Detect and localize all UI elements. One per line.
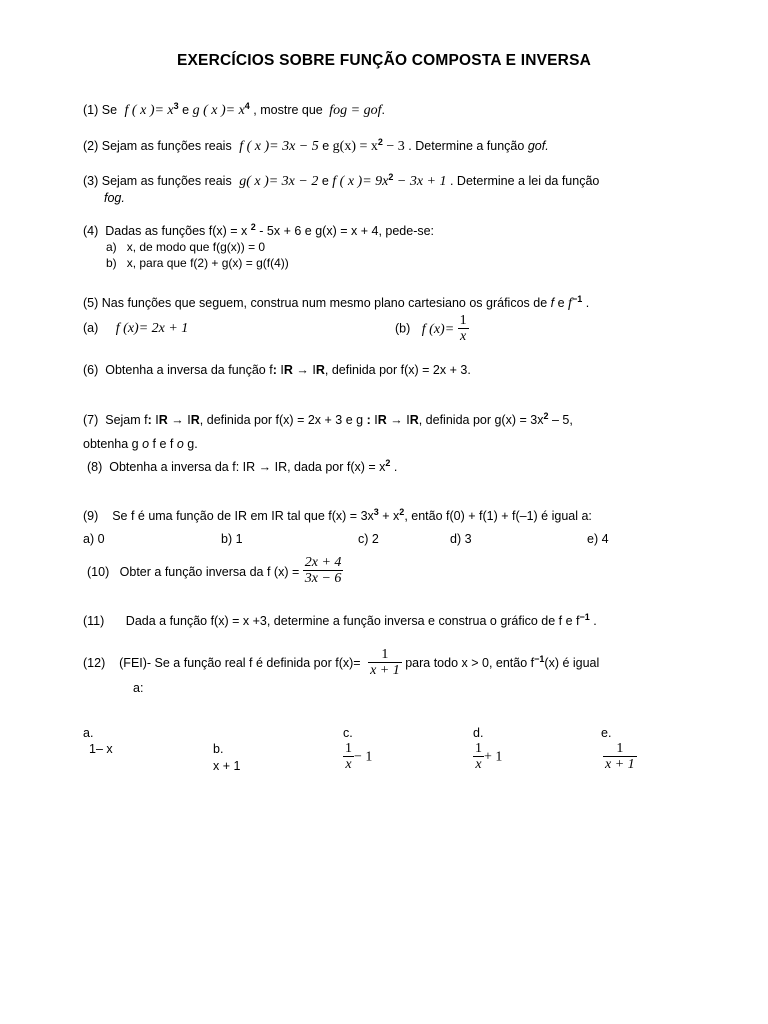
q7-f: f xyxy=(144,413,148,427)
q12-option-b-value: x + 1 xyxy=(213,759,241,773)
q9-number: (9) xyxy=(83,509,99,523)
q8-number: (8) xyxy=(87,460,103,474)
q5-a-expr: f (x)= 2x + 1 xyxy=(115,321,189,336)
q12-e-fraction xyxy=(603,741,637,773)
q5-text: Nas funções que seguem, construa num mesmo plano cartesiano os gráficos de xyxy=(101,296,548,310)
q1-end: . xyxy=(381,103,385,117)
q7-R1: R xyxy=(158,413,168,427)
q1-and: e xyxy=(182,103,190,117)
q9-text-2: + x xyxy=(378,509,400,523)
q4-exp: 2 xyxy=(250,221,256,232)
q6-I2: I xyxy=(312,363,316,377)
q5-a-label: (a) xyxy=(83,321,99,335)
q9-option-d: d) 3 xyxy=(450,532,472,546)
q9-option-b: b) 1 xyxy=(221,532,243,546)
q7-text-2: , definida por f(x) = 2x + 3 e g xyxy=(199,413,364,427)
q2-and: e xyxy=(322,139,330,153)
q5-and: e xyxy=(557,296,565,310)
question-9 xyxy=(83,506,592,523)
q5-b-fraction xyxy=(458,313,469,345)
q7-compose-o-2: o xyxy=(176,437,184,451)
q1-g-exp: 4 xyxy=(244,100,250,111)
question-12 xyxy=(83,647,599,679)
q4-text: Dadas as funções f(x) = x xyxy=(105,224,248,238)
q3-number: (3) xyxy=(83,174,99,188)
q2-g-expr: g(x) = x xyxy=(332,139,378,154)
q4-b-label: b) xyxy=(106,256,117,270)
q12-option-b-label: b. xyxy=(213,742,224,756)
question-2 xyxy=(83,136,549,155)
q1-f-exp: 3 xyxy=(173,100,179,111)
q12-text: (FEI)- Se a função real f é definida por f(x)= xyxy=(119,656,361,670)
q9-text: Se f é uma função de IR em IR tal que f(x) = 3x xyxy=(112,509,374,523)
q12-option-a-value: 1– x xyxy=(89,742,113,756)
q12-option-a-label: a. xyxy=(83,726,94,740)
q12-numerator: 1 xyxy=(381,647,389,662)
q7-line2-c: g. xyxy=(187,437,198,451)
q12-number: (12) xyxy=(83,656,106,670)
q2-gof: gof. xyxy=(527,139,549,153)
q6-number: (6) xyxy=(83,363,99,377)
q5-end: . xyxy=(585,296,590,310)
q5-b-denominator: x xyxy=(458,328,469,345)
question-11 xyxy=(83,611,597,628)
q12-d-rest: + 1 xyxy=(484,749,503,765)
document-title: EXERCÍCIOS SOBRE FUNÇÃO COMPOSTA E INVERSA xyxy=(176,52,592,69)
q9-exp-2: 2 xyxy=(399,506,405,517)
q6-R2: R xyxy=(315,363,325,377)
q6-arrow: → xyxy=(296,363,309,377)
question-10 xyxy=(87,555,343,587)
q7-line-2 xyxy=(83,437,198,451)
q5-b-label: (b) xyxy=(395,321,411,336)
q4-a-text: x, de modo que f(g(x)) = 0 xyxy=(126,240,266,254)
q12-denominator: x + 1 xyxy=(370,663,400,679)
q2-text-2: . Determine a função xyxy=(408,139,525,153)
q6-R1: R xyxy=(283,363,293,377)
q7-R2: R xyxy=(190,413,200,427)
q9-exp-1: 3 xyxy=(373,506,379,517)
q12-text-2: para todo x > 0, então f xyxy=(405,656,535,670)
q7-I4: I xyxy=(406,413,410,427)
q7-text-3: , definida por g(x) = 3x xyxy=(418,413,544,427)
q10-text: Obter a função inversa da f (x) = xyxy=(119,565,300,579)
q12-option-e-label: e. xyxy=(601,726,612,740)
q2-number: (2) xyxy=(83,139,99,153)
q12-c-numerator: 1 xyxy=(345,741,352,756)
q3-fog: fog. xyxy=(104,191,125,205)
q1-number: (1) xyxy=(83,103,99,117)
q4-b-text: x, para que f(2) + g(x) = g(f(4)) xyxy=(126,256,289,270)
q5-item-a xyxy=(83,321,188,337)
q7-line2-b: f e f xyxy=(152,437,174,451)
q12-d-fraction xyxy=(473,741,484,773)
q12-option-c xyxy=(343,741,372,773)
q5-number: (5) xyxy=(83,296,99,310)
q7-I3: I xyxy=(374,413,378,427)
q8-exp: 2 xyxy=(385,457,391,468)
q6-I1: I xyxy=(280,363,284,377)
q5-f: f xyxy=(550,296,555,310)
q12-text-3: (x) é igual xyxy=(544,656,600,670)
q11-exp: −1 xyxy=(579,611,590,622)
q5-item-b xyxy=(395,313,469,345)
q12-exp: −1 xyxy=(534,653,545,664)
question-3 xyxy=(83,171,600,190)
q12-option-d-label: d. xyxy=(473,726,484,740)
q8-text: Obtenha a inversa da f: IR → IR, dada por f(x) = x xyxy=(109,460,386,474)
q4-item-b xyxy=(106,257,289,271)
q5-finv: f xyxy=(568,296,572,311)
q7-exp: 2 xyxy=(543,410,549,421)
question-5 xyxy=(83,293,590,312)
q10-number: (10) xyxy=(87,565,110,579)
q12-d-numerator: 1 xyxy=(475,741,482,756)
q6-text: Obtenha a inversa da função xyxy=(105,363,266,377)
q4-number: (4) xyxy=(83,224,99,238)
q12-c-fraction xyxy=(343,741,354,773)
q10-numerator: 2x + 4 xyxy=(304,555,342,570)
question-6 xyxy=(83,363,471,377)
q12-e-numerator: 1 xyxy=(616,741,624,756)
q7-colon-2: : xyxy=(366,413,371,427)
question-1 xyxy=(83,100,385,119)
q7-number: (7) xyxy=(83,413,99,427)
q6-colon: : xyxy=(272,363,277,377)
q4-text-2: - 5x + 6 e g(x) = x + 4, pede-se: xyxy=(255,224,435,238)
q5-finv-exp: −1 xyxy=(571,293,583,304)
q3-text: Sejam as funções reais xyxy=(101,174,232,188)
q11-text: Dada a função f(x) = x +3, determine a função inversa e construa o gráfico de f e f xyxy=(125,614,580,628)
q7-text-4: – 5, xyxy=(548,413,573,427)
q9-option-e: e) 4 xyxy=(587,532,609,546)
q7-compose-o-1: o xyxy=(142,437,150,451)
q12-fraction xyxy=(368,647,402,679)
question-8 xyxy=(87,457,398,474)
q1-equation: fog = gof xyxy=(329,103,382,118)
q3-g-expr: g( x )= 3x − 2 xyxy=(239,174,319,189)
q7-line2-a: obtenha g xyxy=(83,437,139,451)
q3-f-expr: f ( x )= 9x xyxy=(332,174,389,189)
q7-I2: I xyxy=(187,413,191,427)
q6-text-2: , definida por f(x) = 2x + 3. xyxy=(324,363,471,377)
q10-fraction xyxy=(303,555,344,587)
q2-g-exp: 2 xyxy=(377,136,383,147)
q11-end: . xyxy=(593,614,597,628)
q12-d-denominator: x xyxy=(473,756,484,773)
q10-denominator: 3x − 6 xyxy=(304,571,342,587)
q9-option-a: a) 0 xyxy=(83,532,105,546)
q1-f-expr: f ( x )= x xyxy=(124,103,174,118)
q3-f-exp: 2 xyxy=(388,171,394,182)
q2-g-rest: − 3 xyxy=(382,139,405,154)
q7-R3: R xyxy=(377,413,387,427)
q4-a-label: a) xyxy=(106,240,117,254)
q3-text-2: . Determine a lei da função xyxy=(449,174,600,188)
q8-end: . xyxy=(393,460,398,474)
q12-c-rest: − 1 xyxy=(354,749,373,765)
q3-and: e xyxy=(321,174,329,188)
q3-f-rest: − 3x + 1 xyxy=(393,174,447,189)
q9-text-3: , então f(0) + f(1) + f(–1) é igual a: xyxy=(404,509,592,523)
q7-R4: R xyxy=(409,413,419,427)
q12-option-c-label: c. xyxy=(343,726,353,740)
q6-f: f xyxy=(269,363,273,377)
q1-g-expr: g ( x )= x xyxy=(192,103,245,118)
q5-b-numerator: 1 xyxy=(459,313,467,328)
question-7 xyxy=(83,410,573,427)
question-4 xyxy=(83,221,435,238)
q1-text-2: , mostre que xyxy=(253,103,323,117)
q11-number: (11) xyxy=(83,614,105,628)
q7-arrow-1: → xyxy=(171,413,184,427)
q4-item-a xyxy=(106,241,265,255)
q9-option-c: c) 2 xyxy=(358,532,379,546)
q12-option-e xyxy=(603,741,637,773)
q12-option-d xyxy=(473,741,502,773)
q1-text: Se xyxy=(101,103,118,117)
q7-text: Sejam xyxy=(105,413,141,427)
q2-text: Sejam as funções reais xyxy=(101,139,232,153)
q12-c-denominator: x xyxy=(343,756,354,773)
q7-colon-1: : xyxy=(147,413,152,427)
q12-text-4: a: xyxy=(133,681,144,695)
q7-I1: I xyxy=(155,413,159,427)
q5-b-lhs: f (x)= xyxy=(421,321,455,337)
q2-f-expr: f ( x )= 3x − 5 xyxy=(239,139,319,154)
q12-e-denominator: x + 1 xyxy=(605,757,635,773)
q7-arrow-2: → xyxy=(390,413,403,427)
